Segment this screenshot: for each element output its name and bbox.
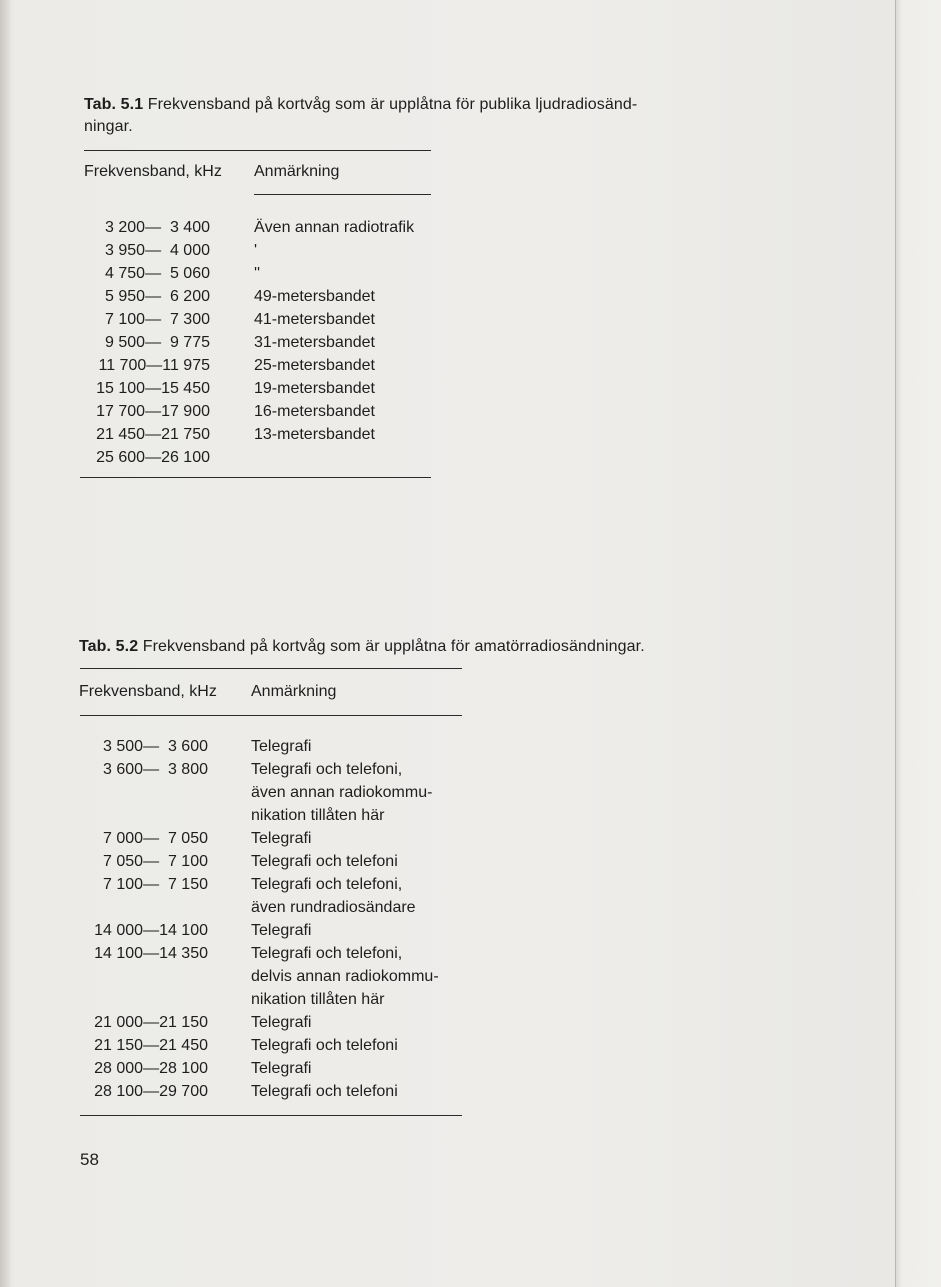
table-row-freq: 7 100— 7 150 [103,876,208,893]
table-row-note [254,446,414,469]
table2-top-rule [80,668,462,669]
table-row-note: även annan radiokommu- [251,784,433,801]
page-number: 58 [80,1150,99,1169]
table-row-note: 41-metersbandet [254,311,375,328]
table-row-freq: 3 500— 3 600 [103,738,208,755]
table1-header-freq: Frekvensband, kHz [84,163,222,180]
table1-header-rule [254,194,431,195]
table1-caption-text: Frekvensband på kortvåg som är upplåtna för publika ljudradiosänd- [147,96,638,113]
table2-caption [79,636,759,658]
table1-label: Tab. 5.1 [84,96,144,113]
table-row-freq [66,781,208,804]
table-row-freq: 3 200— 3 400 [105,219,210,236]
table-row-freq: 9 500— 9 775 [105,334,210,351]
table1-top-rule [84,150,431,151]
table-row-note: Telegrafi [251,1060,312,1077]
table-row-note: ' [254,242,258,259]
table2-caption-text: Frekvensband på kortvåg som är upplåtna för amatörradiosändningar. [142,638,645,655]
table1-bottom-rule [80,477,431,478]
table-row-note: delvis annan radiokommu- [251,968,439,985]
table-row-note: '' [254,265,261,282]
table1-caption-text-2: ningar. [84,118,133,135]
table-row-note: Telegrafi [251,1014,312,1031]
table-row-note: även rundradiosändare [251,899,416,916]
table-row-freq [66,965,208,988]
table-row-freq: 28 000—28 100 [94,1060,208,1077]
table2-bottom-rule [80,1115,462,1116]
table-row-freq: 21 450—21 750 [96,426,210,443]
table-row-freq: 28 100—29 700 [94,1083,208,1100]
table-row-freq: 14 000—14 100 [94,922,208,939]
next-page-edge [895,0,941,1287]
table-row-freq: 7 050— 7 100 [103,853,208,870]
table2-freq-column [66,735,208,1103]
table-row-note: nikation tillåten här [251,991,385,1008]
table-row-freq: 15 100—15 450 [96,380,210,397]
table-row-note: 31-metersbandet [254,334,375,351]
table-row-freq: 3 600— 3 800 [103,761,208,778]
table-row-freq: 5 950— 6 200 [105,288,210,305]
table1-note-column [254,216,414,469]
table-row-freq: 3 950— 4 000 [105,242,210,259]
table-row-note: Även annan radiotrafik [254,219,415,236]
table-row-note: 25-metersbandet [254,357,375,374]
table-row-freq: 7 000— 7 050 [103,830,208,847]
table-row-freq: 25 600—26 100 [96,449,210,466]
table-row-note: Telegrafi och telefoni [251,1083,398,1100]
table-row-freq: 17 700—17 900 [96,403,210,420]
table-row-note: Telegrafi och telefoni [251,853,398,870]
table-row-note: 16-metersbandet [254,403,375,420]
table-row-note: 13-metersbandet [254,426,375,443]
table-row-note: 49-metersbandet [254,288,375,305]
table-row-freq: 7 100— 7 300 [105,311,210,328]
table2-header-freq: Frekvensband, kHz [79,683,217,700]
table-row-note: Telegrafi och telefoni, [251,945,403,962]
table-row-freq [66,804,208,827]
table2-note-column [251,735,439,1103]
page-binding-edge [0,0,10,1287]
table-row-freq: 21 150—21 450 [94,1037,208,1054]
table1-header-note: Anmärkning [254,163,340,180]
table2-header-note: Anmärkning [251,683,337,700]
table-row-note: 19-metersbandet [254,380,375,397]
table2-header-rule [80,715,462,716]
table1-freq-column [70,216,210,469]
table-row-freq: 14 100—14 350 [94,945,208,962]
table-row-freq: 11 700—11 975 [98,357,210,374]
table-row-note: Telegrafi [251,830,312,847]
table-row-freq: 4 750— 5 060 [105,265,210,282]
table2-label: Tab. 5.2 [79,638,139,655]
table-row-note: Telegrafi och telefoni, [251,876,403,893]
table-row-freq: 21 000—21 150 [94,1014,208,1031]
table-row-note: Telegrafi och telefoni, [251,761,403,778]
table-row-note: Telegrafi [251,738,312,755]
table-row-freq [66,896,208,919]
table-row-note: nikation tillåten här [251,807,385,824]
table-row-note: Telegrafi [251,922,312,939]
table-row-freq [66,988,208,1011]
table-row-note: Telegrafi och telefoni [251,1037,398,1054]
table1-caption [84,94,724,138]
